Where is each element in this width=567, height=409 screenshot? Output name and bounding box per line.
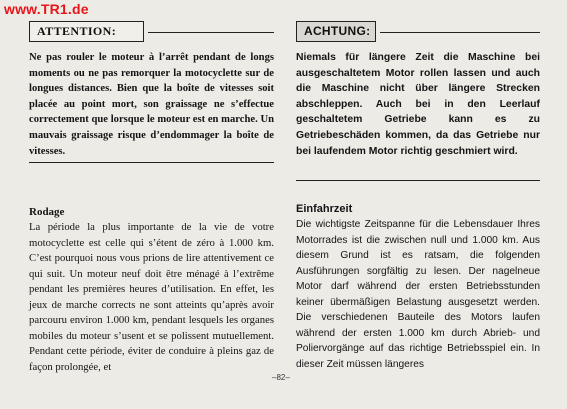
attention-bottom-rule [29,162,274,163]
watermark-logo: www.TR1.de [4,1,89,17]
achtung-header-rule [380,32,540,33]
attention-label: ATTENTION: [29,21,144,42]
einfahrzeit-title: Einfahrzeit [296,203,353,215]
achtung-bottom-rule [296,180,540,181]
rodage-title: Rodage [29,206,65,218]
achtung-label: ACHTUNG: [296,21,376,42]
rodage-body-text: La période la plus importante de la vie de votre motocyclette est celle qui s’étent de zéro à 1.000 km. C’est pourquoi nous vous prions de lire attentivement ce qui suit. Un moteur neuf doit être ménagé à l’extrême pendant les premières heures d’utilisation. En effet, les jeux de marche corrects ne sont atteints qu’après avoir parcouru environ 1.000 km, pendant lesquels les organes mobiles du moteur s’usent et se polissent mutuellement. Pendant cette période, éviter de conduire à pleins gaz de façon prolongée, et [29,221,274,373]
einfahrzeit-body-text: Die wichtigste Zeitspanne für die Lebensdauer Ihres Motorrades ist die zwischen null und 1.000 km. Aus diesem Grund ist es ratsam, die folgenden Ausführungen sorgfältig zu lesen. Der nagelneue Motor darf während der ersten Betriebsstunden keiner übermäßigen Belastung ausgesetzt werden. Die verschiedenen Bauteile des Motors laufen während der ersten 1.000 km durch Abrieb- und Poliervorgänge auf das richtige Betriebsspiel ein. In dieser Zeit müssen längeres [296,219,540,370]
achtung-warning-text: Niemals für längere Zeit die Maschine bei ausgeschaltetem Motor rollen lassen und auch die Maschine nicht über längere Strecken abschleppen. Auch bei in den Leerlauf geschaltetem Getriebe kann es zu Getriebeschäden kommen, da das Getriebe nur bei laufendem Motor richtig geschmiert wird. [296,52,540,157]
page-number: –82– [272,373,290,382]
attention-warning-text: Ne pas rouler le moteur à l’arrêt pendant de longs moments ou ne pas remorquer la motocyclette sur de longues distances. Bien que la boîte de vitesses soit placée au point mort, son graissage ne s’effectue correctement que lorsque le moteur est en marche. Un mauvais graissage risque d’endommager la boîte de vitesses. [29,52,274,157]
attention-header [29,21,274,43]
achtung-header [296,21,540,43]
attention-header-rule [148,32,274,33]
